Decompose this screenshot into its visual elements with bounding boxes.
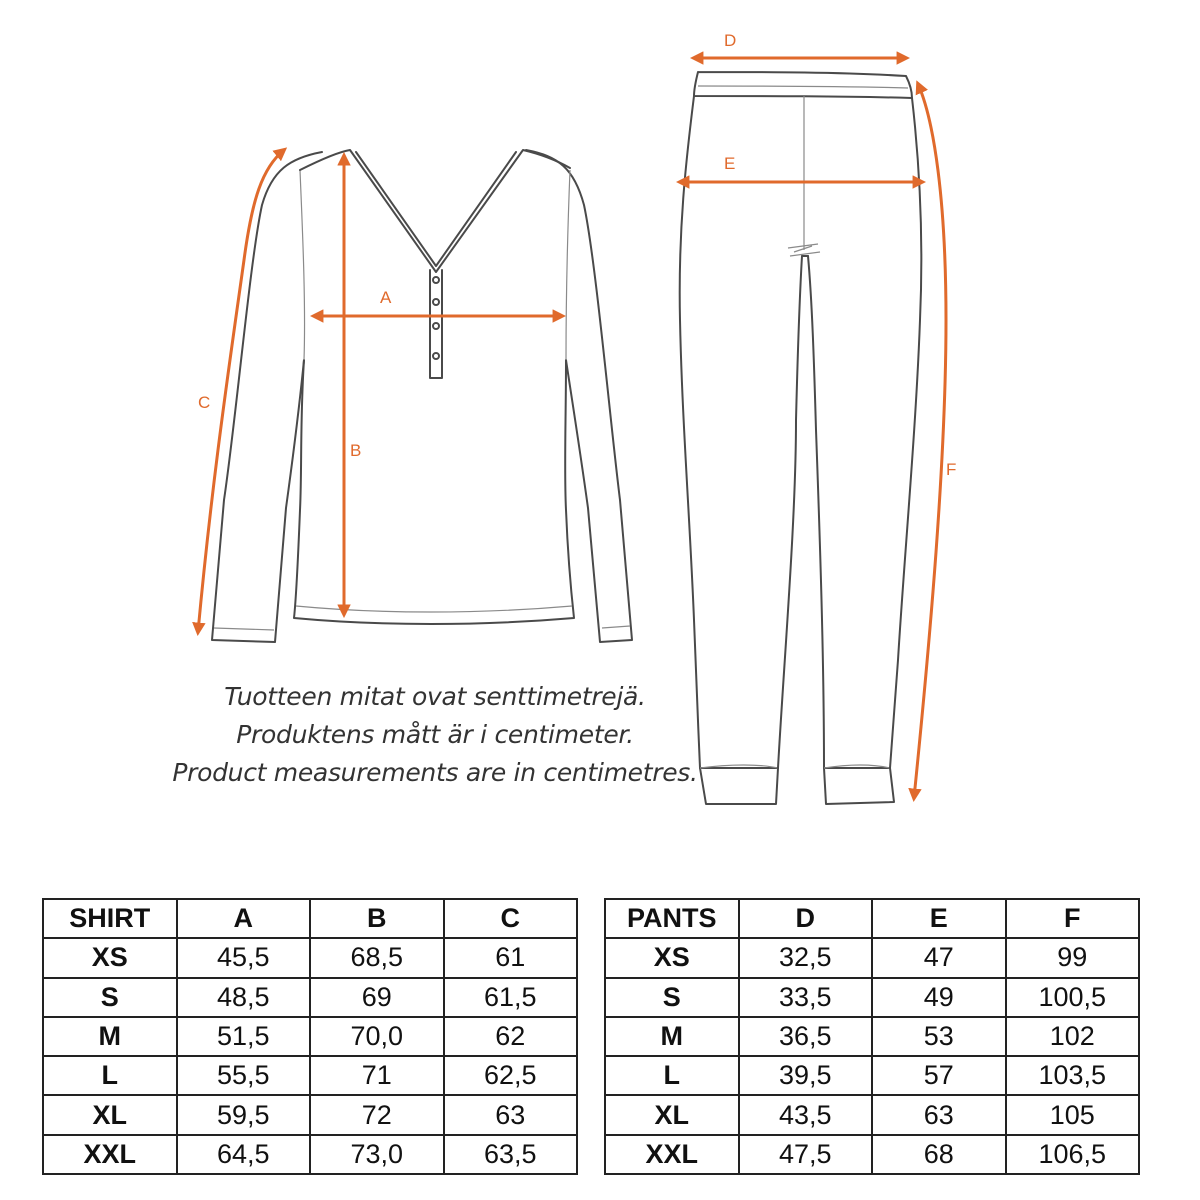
pants-size-cell: M [605,1017,739,1056]
table-row [605,1135,1139,1174]
dim-c-label: C [198,393,211,412]
pants-value-cell: 43,5 [739,1095,873,1134]
shirt-size-cell: L [43,1056,177,1095]
measurement-note-fi: Tuotteen mitat ovat senttimetrejä. [224,682,646,711]
shirt-value-cell: 70,0 [310,1017,444,1056]
pants-value-cell: 53 [872,1017,1006,1056]
table-row [43,938,577,977]
pants-value-cell: 39,5 [739,1056,873,1095]
pants-size-cell: XS [605,938,739,977]
shirt-size-cell: XL [43,1095,177,1134]
pants-value-cell: 106,5 [1006,1135,1140,1174]
shirt-value-cell: 63,5 [444,1135,578,1174]
shirt-value-cell: 45,5 [177,938,311,977]
pants-header-cell: PANTS [605,899,739,938]
dim-a-label: A [380,288,392,307]
pants-value-cell: 49 [872,978,1006,1017]
table-row [605,1017,1139,1056]
shirt-size-cell: XS [43,938,177,977]
shirt-size-table [42,898,578,1175]
pants-value-cell: 100,5 [1006,978,1140,1017]
pants-header-row [605,899,1139,938]
measurement-note-sv: Produktens mått är i centimeter. [236,720,634,749]
pants-size-cell: S [605,978,739,1017]
table-row [43,1056,577,1095]
measurement-note-en: Product measurements are in centimetres. [172,758,698,787]
pants-value-cell: 99 [1006,938,1140,977]
pants-value-cell: 57 [872,1056,1006,1095]
pants-size-cell: XL [605,1095,739,1134]
shirt-value-cell: 59,5 [177,1095,311,1134]
shirt-value-cell: 62 [444,1017,578,1056]
shirt-header-cell: B [310,899,444,938]
pants-header-cell: E [872,899,1006,938]
shirt-value-cell: 69 [310,978,444,1017]
shirt-value-cell: 63 [444,1095,578,1134]
pants-value-cell: 103,5 [1006,1056,1140,1095]
pants-size-table [604,898,1140,1175]
shirt-value-cell: 51,5 [177,1017,311,1056]
shirt-value-cell: 71 [310,1056,444,1095]
pants-size-cell: XXL [605,1135,739,1174]
shirt-header-cell: SHIRT [43,899,177,938]
shirt-value-cell: 61,5 [444,978,578,1017]
dim-e-label: E [724,154,736,173]
pants-value-cell: 105 [1006,1095,1140,1134]
pants-value-cell: 36,5 [739,1017,873,1056]
pants-value-cell: 47 [872,938,1006,977]
pants-value-cell: 32,5 [739,938,873,977]
shirt-value-cell: 72 [310,1095,444,1134]
shirt-size-cell: S [43,978,177,1017]
dim-b-label: B [350,441,362,460]
shirt-header-cell: A [177,899,311,938]
dim-d-label: D [724,31,737,50]
shirt-size-cell: XXL [43,1135,177,1174]
pants-value-cell: 47,5 [739,1135,873,1174]
pants-header-cell: D [739,899,873,938]
shirt-value-cell: 55,5 [177,1056,311,1095]
shirt-value-cell: 62,5 [444,1056,578,1095]
table-row [43,1095,577,1134]
table-row [43,978,577,1017]
table-row [605,938,1139,977]
dim-c-arrow [198,150,284,632]
shirt-size-cell: M [43,1017,177,1056]
table-row [605,1095,1139,1134]
pants-header-cell: F [1006,899,1140,938]
pants-value-cell: 63 [872,1095,1006,1134]
dim-f-label: F [946,460,957,479]
shirt-value-cell: 73,0 [310,1135,444,1174]
pants-size-cell: L [605,1056,739,1095]
shirt-outline [212,150,632,642]
shirt-value-cell: 61 [444,938,578,977]
table-row [43,1135,577,1174]
shirt-value-cell: 68,5 [310,938,444,977]
shirt-value-cell: 64,5 [177,1135,311,1174]
table-row [605,978,1139,1017]
shirt-header-row [43,899,577,938]
shirt-value-cell: 48,5 [177,978,311,1017]
pants-value-cell: 102 [1006,1017,1140,1056]
shirt-header-cell: C [444,899,578,938]
table-row [605,1056,1139,1095]
shirt-dimensions [198,150,562,632]
pants-value-cell: 33,5 [739,978,873,1017]
table-row [43,1017,577,1056]
pants-value-cell: 68 [872,1135,1006,1174]
